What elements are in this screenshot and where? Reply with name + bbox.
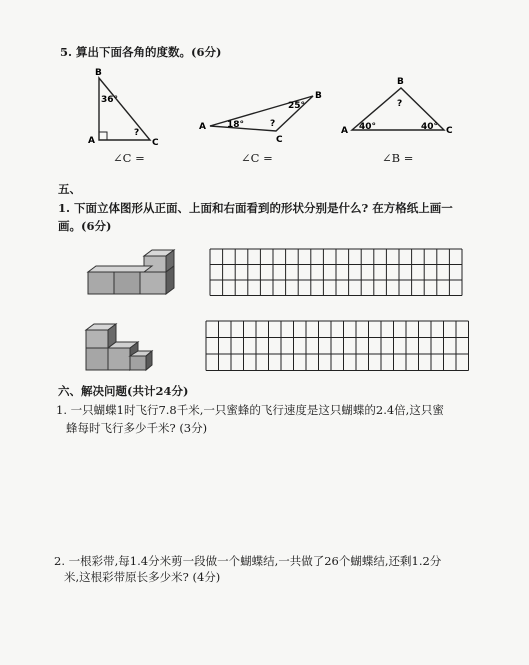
tri2-label-a: A [199, 122, 206, 132]
tri3-label-c: C [446, 126, 453, 136]
solid-figure-1 [84, 248, 184, 300]
s5-q1-line1: 1. 下面立体图形从正面、上面和右面看到的形状分别是什么? 在方格纸上画一 [58, 201, 453, 215]
section-6-heading: 六、解决问题(共计24分) [58, 384, 189, 398]
tri1-angle-b: 36° [101, 95, 119, 105]
triangles-figure [0, 0, 529, 200]
s5-q1-line2: 画。(6分) [58, 219, 112, 233]
q5-title: 5. 算出下面各角的度数。(6分) [60, 45, 222, 59]
triangle-3 [341, 77, 453, 136]
triangle-2 [199, 91, 322, 145]
tri1-answer: ∠C = [113, 151, 145, 165]
tri2-answer: ∠C = [241, 151, 273, 165]
tri1-label-b: B [95, 68, 102, 78]
s6-q2-line2: 米,这根彩带原长多少米? (4分) [64, 570, 221, 584]
tri1-label-a: A [88, 136, 95, 146]
s6-q1-line1: 1. 一只蝴蝶1时飞行7.8千米,一只蜜蜂的飞行速度是这只蝴蝶的2.4倍,这只蜜 [56, 403, 444, 417]
solid-figure-2 [82, 320, 162, 378]
tri3-angle-c: 40° [421, 122, 439, 132]
tri3-answer: ∠B = [382, 151, 414, 165]
tri2-label-b: B [315, 91, 322, 101]
tri2-label-c: C [276, 135, 283, 145]
tri3-angle-a: 40° [359, 122, 377, 132]
tri3-label-a: A [341, 126, 348, 136]
tri2-unknown: ? [270, 119, 276, 129]
tri2-angle-a: 18° [227, 120, 245, 130]
tri2-angle-b: 25° [288, 101, 306, 111]
s6-q1-line2: 蜂每时飞行多少千米? (3分) [66, 421, 208, 435]
tri3-label-b: B [397, 77, 404, 87]
section-5-heading: 五、 [58, 182, 81, 196]
tri1-label-c: C [152, 138, 159, 148]
s6-q2-line1: 2. 一根彩带,每1.4分米剪一段做一个蝴蝶结,一共做了26个蝴蝶结,还剩1.2分 [54, 554, 442, 568]
grid-paper-1 [209, 248, 465, 298]
triangle-1 [88, 68, 159, 148]
tri1-unknown: ? [134, 128, 140, 138]
grid-paper-2 [205, 320, 471, 374]
tri3-unknown: ? [397, 99, 403, 109]
